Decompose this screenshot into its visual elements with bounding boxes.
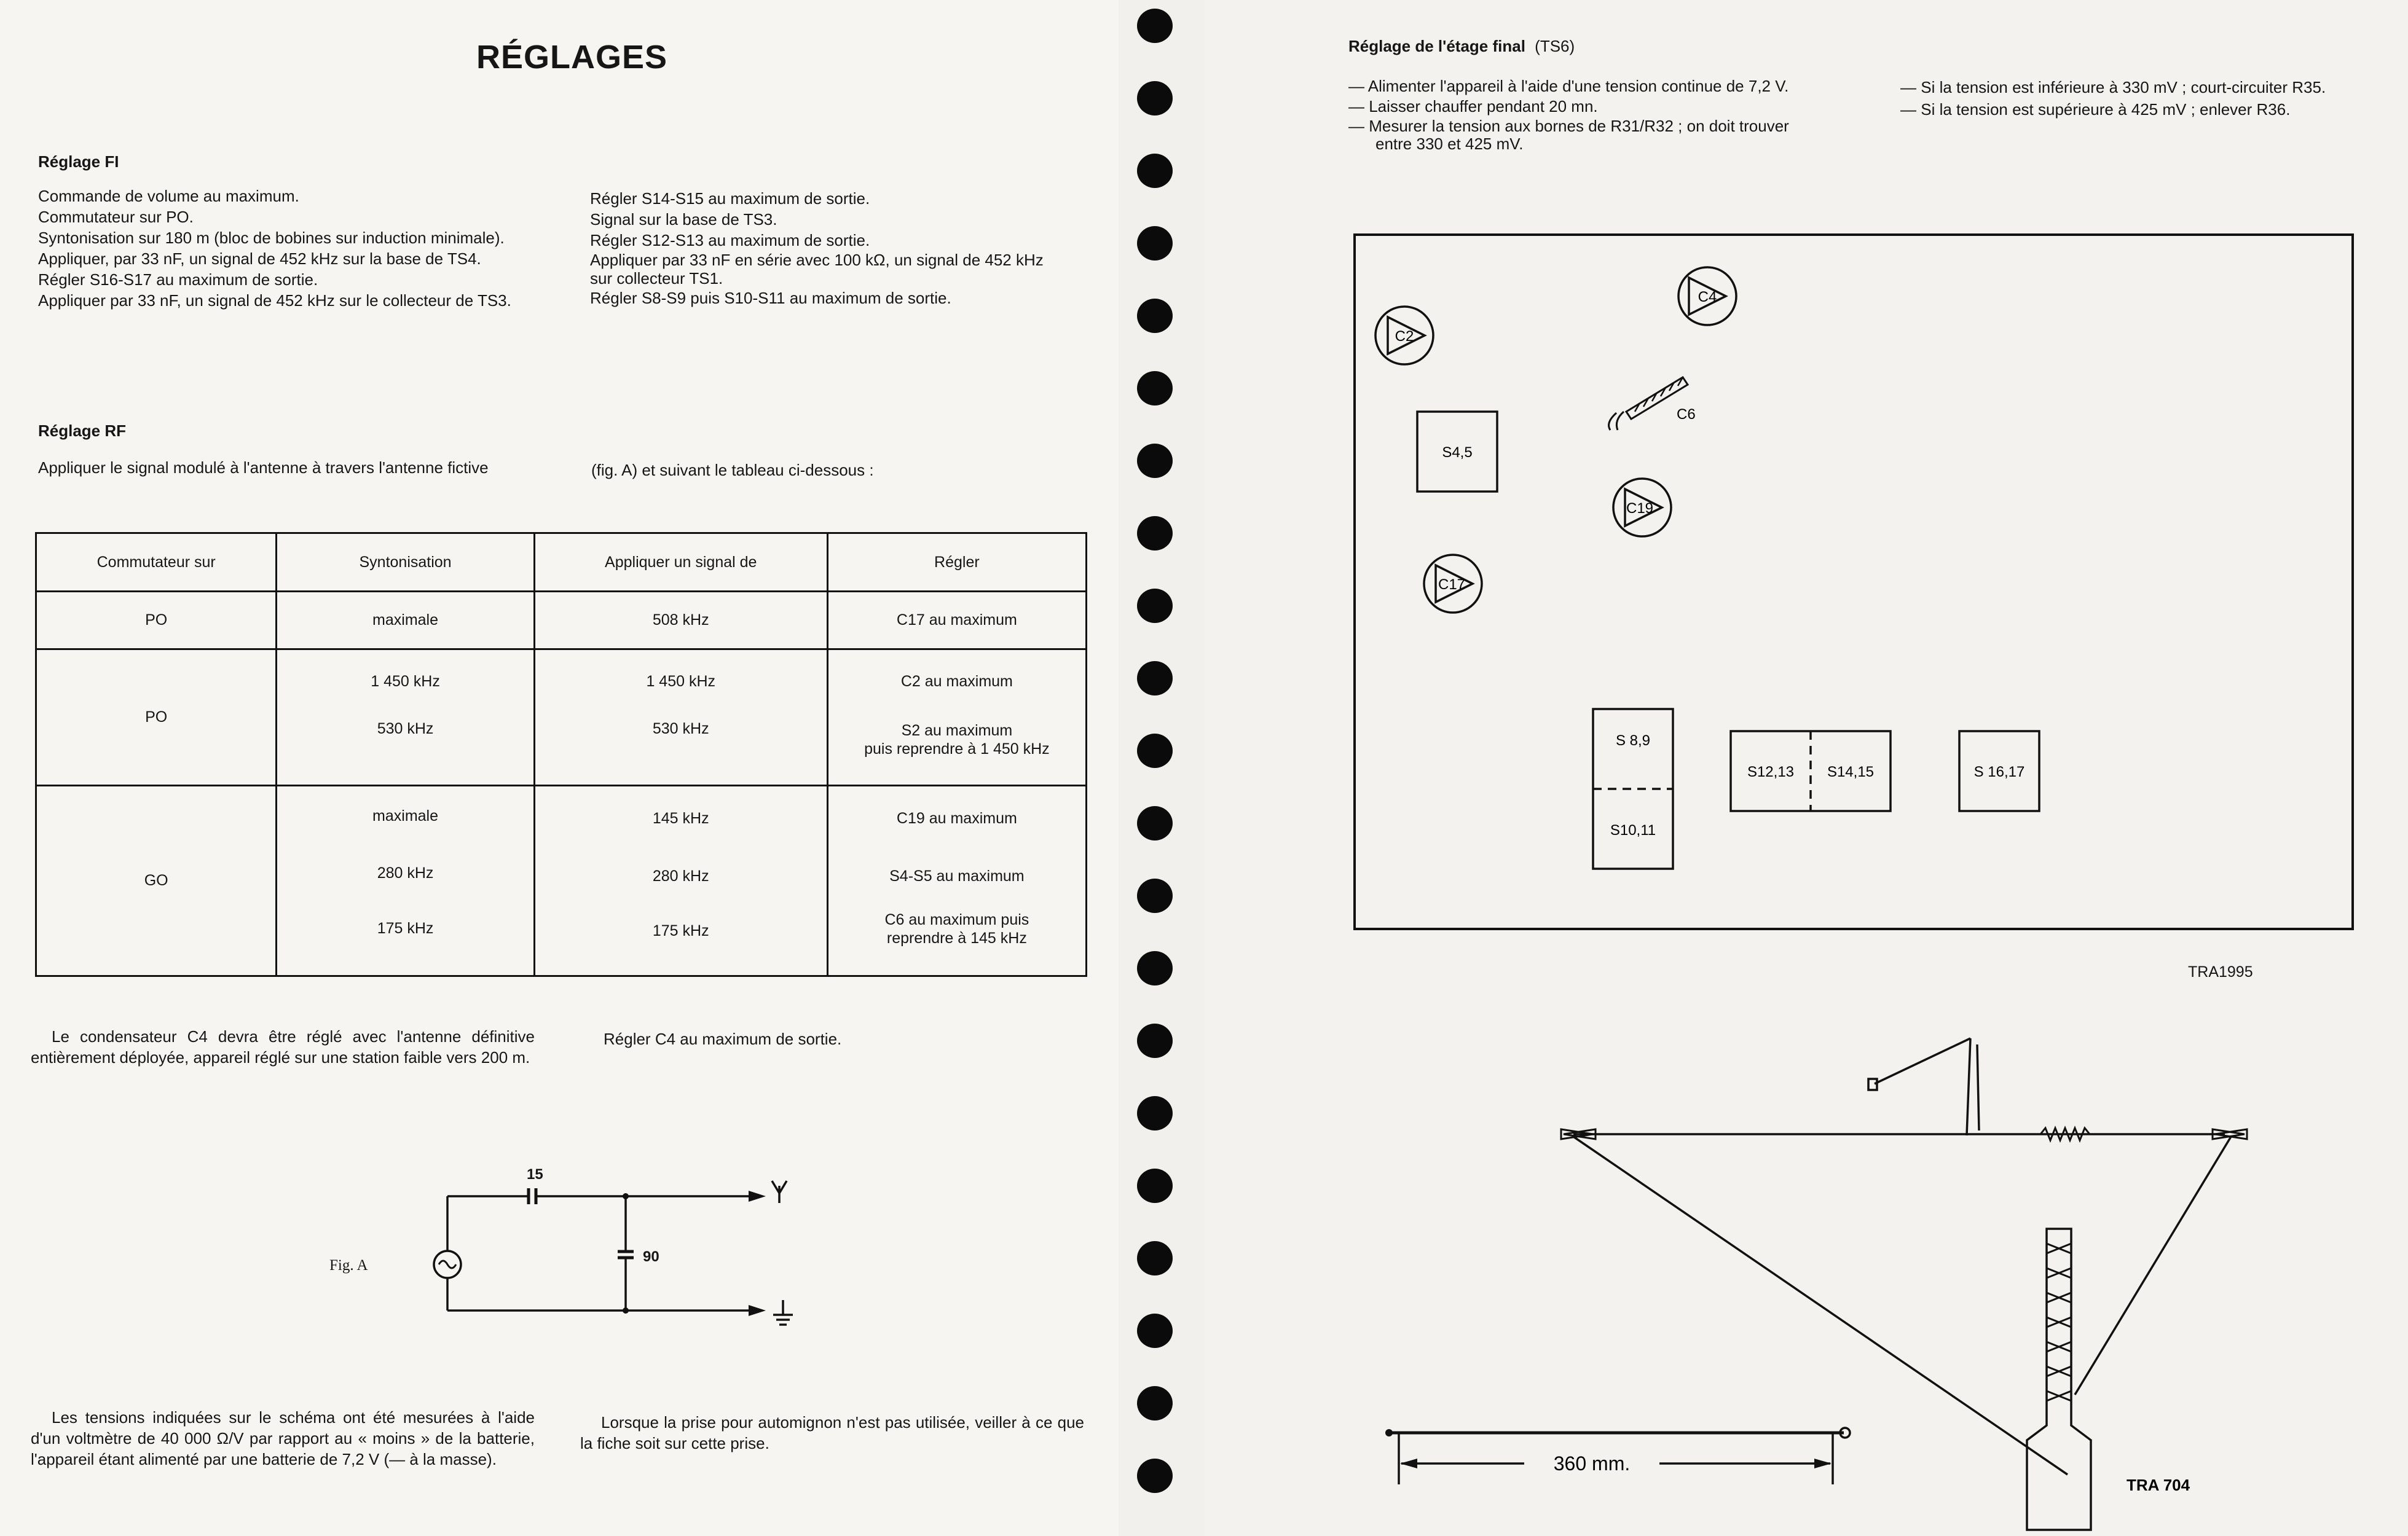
antenna-diagram <box>1377 1032 2348 1536</box>
s1617-label: S 16,17 <box>1973 764 2025 780</box>
table-row <box>36 592 1087 649</box>
downlead-left <box>1573 1137 2068 1475</box>
left-page <box>0 0 1143 1536</box>
fi-line: Appliquer, par 33 nF, un signal de 452 kHz sur la base de TS4. <box>38 249 481 268</box>
s45-label: S4,5 <box>1442 444 1473 461</box>
rf-adjustment-table <box>35 532 1087 977</box>
fi-line: sur collecteur TS1. <box>590 269 723 288</box>
tuning-cell: maximale <box>277 592 534 649</box>
fi-line: Régler S8-S9 puis S10-S11 au maximum de sortie. <box>590 289 951 307</box>
c-shunt-value: 90 <box>643 1248 659 1265</box>
voltage-note <box>31 1407 535 1470</box>
c-series-value: 15 <box>527 1166 543 1183</box>
cell-line: reprendre à 145 kHz <box>886 930 1027 947</box>
cell-line: 280 kHz <box>652 867 709 885</box>
final-stage-conditions <box>1900 76 2326 120</box>
dim-arrow-right <box>1814 1459 1832 1468</box>
whip-arm <box>1967 1038 1970 1135</box>
c4-note <box>31 1026 535 1068</box>
fi-line: Régler S16-S17 au maximum de sortie. <box>38 270 318 289</box>
s89-label: S 8,9 <box>1615 732 1651 749</box>
cell-line: 280 kHz <box>377 864 434 882</box>
antenna-dimension: 360 mm. <box>1553 1452 1631 1475</box>
board-ref: TRA1995 <box>2188 963 2253 981</box>
fi-line: Syntonisation sur 180 m (bloc de bobines sur induction minimale). <box>38 229 505 247</box>
cell-line: 1 450 kHz <box>371 672 440 690</box>
arrow-head <box>749 1305 766 1316</box>
signal-cell <box>534 786 827 976</box>
rf-intro: Appliquer le signal modulé à l'antenne à travers l'antenne fictive <box>38 458 489 477</box>
tuning-cell <box>277 649 534 786</box>
final-stage-heading <box>1348 37 1575 56</box>
c2-label: C2 <box>1395 328 1414 345</box>
right-page <box>1205 0 2408 1536</box>
board-adjustment-diagram <box>1352 227 2372 934</box>
cell-line: 1 450 kHz <box>646 672 716 690</box>
table-row <box>36 786 1087 976</box>
cell-line: 530 kHz <box>377 719 434 737</box>
cell-line: 145 kHz <box>652 809 709 827</box>
condition-line: — Si la tension est supérieure à 425 mV ; enlever R36. <box>1900 100 2291 119</box>
fi-line: Commutateur sur PO. <box>38 208 194 226</box>
arrow-head <box>749 1191 766 1202</box>
fi-instructions-col2 <box>590 188 1044 308</box>
tuning-cell <box>277 786 534 976</box>
junction-dot <box>623 1307 629 1314</box>
step-line: — Mesurer la tension aux bornes de R31/R32 ; on doit trouver <box>1348 117 1789 135</box>
step-line: — Alimenter l'appareil à l'aide d'une tension continue de 7,2 V. <box>1348 77 1789 95</box>
step-line: entre 330 et 425 mV. <box>1375 135 1524 153</box>
table-row <box>36 649 1087 786</box>
cell-line: maximale <box>372 807 439 825</box>
final-stage-ref: (TS6) <box>1535 37 1575 55</box>
col-header-tuning: Syntonisation <box>277 533 534 592</box>
fi-line: Appliquer par 33 nF en série avec 100 kΩ, un signal de 452 kHz <box>590 251 1044 269</box>
page-title: RÉGLAGES <box>476 39 668 76</box>
cell-line: 175 kHz <box>652 922 709 939</box>
cell-line: C2 au maximum <box>900 672 1013 690</box>
fi-instructions-col1 <box>38 186 511 311</box>
table-header-row <box>36 533 1087 592</box>
downlead-right <box>2075 1137 2231 1395</box>
plug-note-text: Lorsque la prise pour automignon n'est pas utilisée, veiller à ce que la fiche soit sur cette prise. <box>580 1413 1084 1452</box>
board-outline <box>1355 235 2353 929</box>
cell-line: S2 au maximum <box>901 722 1013 739</box>
condition-line: — Si la tension est inférieure à 330 mV ; court-circuiter R35. <box>1900 78 2326 96</box>
dim-arrow-left <box>1400 1459 1417 1468</box>
col-header-adjust: Régler <box>827 533 1086 592</box>
s1011-label: S10,11 <box>1610 822 1656 839</box>
signal-cell: 508 kHz <box>534 592 827 649</box>
fi-heading: Réglage FI <box>38 152 119 171</box>
fi-line: Régler S12-S13 au maximum de sortie. <box>590 231 870 249</box>
cell-line: C6 au maximum puis <box>884 911 1029 928</box>
fi-line: Régler S14-S15 au maximum de sortie. <box>590 189 870 208</box>
antenna-ref: TRA 704 <box>2127 1476 2190 1494</box>
rf-heading: Réglage RF <box>38 421 127 440</box>
adjust-cell <box>827 649 1086 786</box>
fi-line: Commande de volume au maximum. <box>38 187 299 205</box>
c6-label: C6 <box>1677 406 1696 423</box>
cell-line: C19 au maximum <box>896 809 1017 827</box>
cell-line: S4-S5 au maximum <box>889 867 1025 885</box>
col-header-signal: Appliquer un signal de <box>534 533 827 592</box>
fi-line: Signal sur la base de TS3. <box>590 210 777 229</box>
c17-label: C17 <box>1438 576 1466 593</box>
signal-cell <box>534 649 827 786</box>
adjust-cell: C17 au maximum <box>827 592 1086 649</box>
cell-line: puis reprendre à 1 450 kHz <box>864 740 1050 758</box>
c4-label: C4 <box>1698 289 1717 305</box>
plug-note <box>580 1412 1084 1454</box>
final-stage-steps <box>1348 76 1789 152</box>
c4-adjust: Régler C4 au maximum de sortie. <box>604 1030 842 1048</box>
voltage-note-text: Les tensions indiquées sur le schéma ont été mesurées à l'aide d'un voltmètre de 40 000 Ω/V par rapport au « moins » de la batterie, l'appareil étant alimenté par une batterie de 7,2 V (— à la masse). <box>31 1408 535 1468</box>
cell-line: 530 kHz <box>652 719 709 737</box>
switch-cell: PO <box>36 592 277 649</box>
switch-cell: GO <box>36 786 277 976</box>
switch-cell: PO <box>36 649 277 786</box>
adjust-cell <box>827 786 1086 976</box>
s1213-label: S12,13 <box>1747 764 1795 780</box>
junction-dot <box>623 1193 629 1199</box>
c19-label: C19 <box>1626 500 1654 517</box>
s1415-label: S14,15 <box>1827 764 1875 780</box>
fig-a-schematic <box>430 1161 824 1333</box>
fi-line: Appliquer par 33 nF, un signal de 452 kHz sur le collecteur de TS3. <box>38 291 511 310</box>
c4-note-text: Le condensateur C4 devra être réglé avec l'antenne définitive entièrement déployée, appareil réglé sur une station faible vers 200 m. <box>31 1027 535 1067</box>
step-line: — Laisser chauffer pendant 20 mn. <box>1348 97 1598 116</box>
c6-wire-trimmer <box>1609 377 1688 430</box>
final-stage-title: Réglage de l'étage final <box>1348 37 1525 55</box>
col-header-switch: Commutateur sur <box>36 533 277 592</box>
fig-a-label: Fig. A <box>329 1257 368 1274</box>
rf-intro-ref: (fig. A) et suivant le tableau ci-dessous : <box>591 461 874 479</box>
cell-line: 175 kHz <box>377 919 434 937</box>
